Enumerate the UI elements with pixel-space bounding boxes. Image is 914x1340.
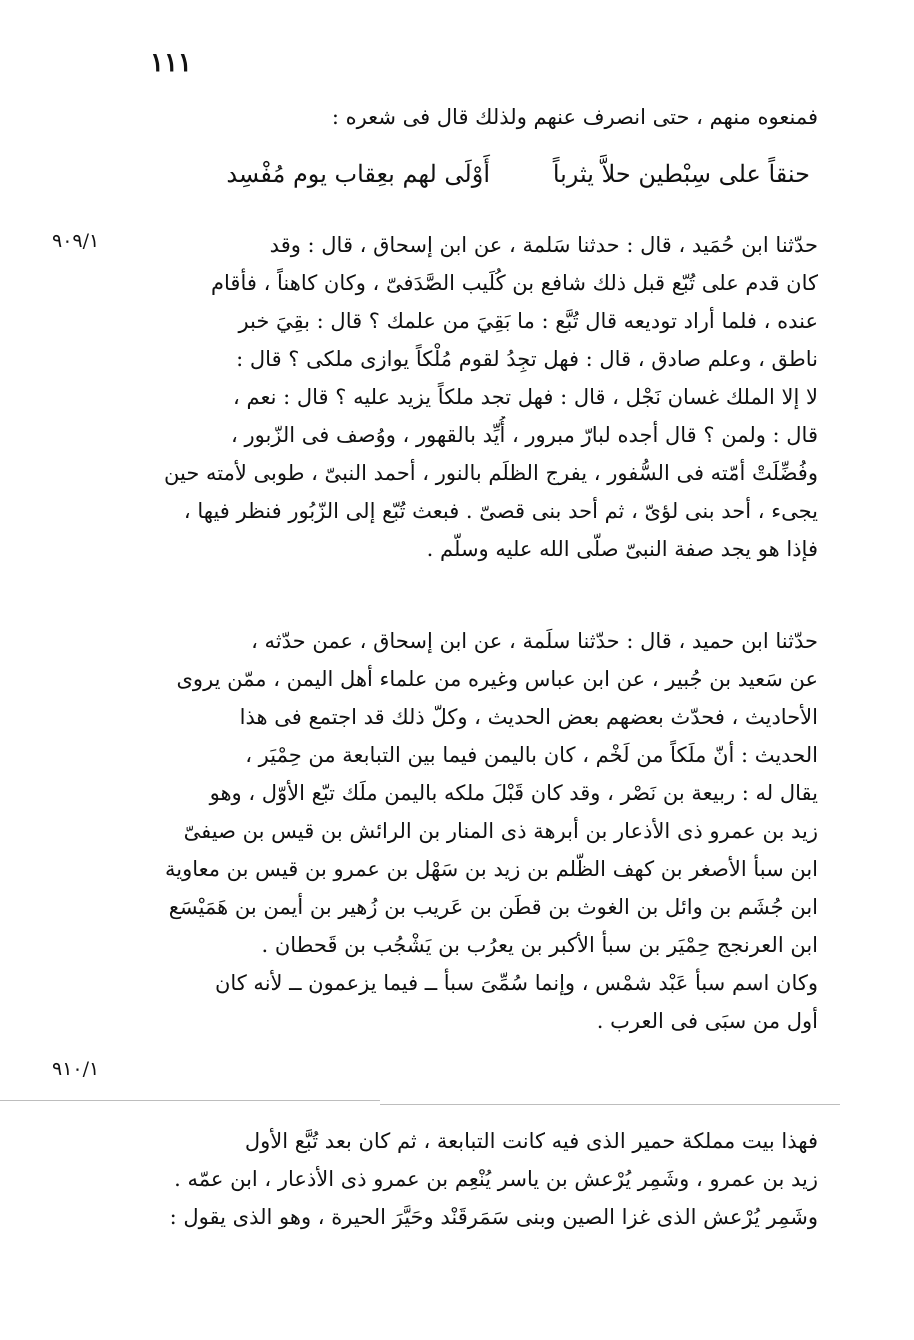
text-line: قال : ولمن ؟ قال أجده لبارّ مبرور ، أُيِّد بالقهور ، ووُصف فى الزّبور ، xyxy=(231,423,818,447)
page-number: ١١١ xyxy=(150,48,192,78)
scan-divider xyxy=(0,1100,380,1101)
paragraph xyxy=(150,226,818,568)
text-line: كان قدم على تُبّع قبل ذلك شافع بن كُلَيب الصَّدَفىّ ، وكان كاهناً ، فأقام xyxy=(211,271,818,295)
margin-reference: ٩١٠/١ xyxy=(52,1058,100,1080)
text-line: الأحاديث ، فحدّث بعضهم بعض الحديث ، وكلّ ذلك قد اجتمع فى هذا xyxy=(239,705,818,729)
text-line: عن سَعيد بن جُبير ، عن ابن عباس وغيره من علماء أهل اليمن ، ممّن يروى xyxy=(176,667,818,691)
text-line: وفُضِّلَتْ أمّته فى السُّفور ، يفرج الظلَم بالنور ، أحمد النبىّ ، طوبى لأمته حين xyxy=(164,461,818,485)
text-line: يقال له : ربيعة بن نَصْر ، وقد كان قَبْلَ ملكه باليمن ملَك تبّع الأوّل ، وهو xyxy=(209,781,818,805)
margin-reference: ٩٠٩/١ xyxy=(52,230,100,252)
intro-line xyxy=(150,98,818,136)
text-line: فهذا بيت مملكة حمير الذى فيه كانت التبابعة ، ثم كان بعد تُبَّع الأول xyxy=(244,1129,818,1153)
text-line: وشَمِر يُرْعش الذى غزا الصين وبنى سَمَرقَنْد وحَيَّرَ الحيرة ، وهو الذى يقول : xyxy=(169,1205,818,1229)
text-line: يجىء ، أحد بنى لؤىّ ، ثم أحد بنى قصىّ . فبعث تُبّع إلى الزّبُور فنظر فيها ، xyxy=(183,499,818,523)
scan-divider xyxy=(380,1104,840,1105)
text-line: ناطق ، وعلم صادق ، قال : فهل تجِدُ لقوم مُلْكاً يوازى ملكى ؟ قال : xyxy=(236,347,818,371)
verse-second-hemistich: أَوْلَى لهم بعِقاب يوم مُفْسِد xyxy=(226,160,490,188)
paragraph xyxy=(150,1122,818,1236)
text-line: ابن جُشَم بن وائل بن الغوث بن قطَن بن عَريب بن زُهير بن أيمن بن هَمَيْسَع xyxy=(168,895,818,919)
text-line: زيد بن عمرو ذى الأذعار بن أبرهة ذى المنار بن الرائش بن قيس بن صيفىّ xyxy=(183,819,818,843)
text-line: فمنعوه منهم ، حتى انصرف عنهم ولذلك قال فى شعره : xyxy=(331,105,818,129)
text-line: لا إلا الملك غسان نَجْل ، قال : فهل تجد ملكاً يزيد عليه ؟ قال : نعم ، xyxy=(233,385,818,409)
text-line: فإذا هو يجد صفة النبىّ صلّى الله عليه وسلّم . xyxy=(426,537,818,561)
text-line: ابن العرنجج حِمْيَر بن سبأ الأكبر بن يعرُب بن يَشْجُب بن قَحطان . xyxy=(261,933,818,957)
text-line: زيد بن عمرو ، وشَمِر يُرْعش بن ياسر يُنْعِم بن عمرو ذى الأذعار ، ابن عمّه . xyxy=(174,1167,818,1191)
text-line: أول من سبَى فى العرب . xyxy=(596,1009,818,1033)
text-line: حدّثنا ابن حميد ، قال : حدّثنا سلَمة ، عن ابن إسحاق ، عمن حدّثه ، xyxy=(251,629,818,653)
text-line: وكان اسم سبأ عَبْد شمْس ، وإنما سُمِّىَ سبأ ــ فيما يزعمون ــ لأنه كان xyxy=(214,971,818,995)
text-line: حدّثنا ابن حُمَيد ، قال : حدثنا سَلمة ، عن ابن إسحاق ، قال : وقد xyxy=(269,233,818,257)
poetry-verse xyxy=(200,152,810,196)
paragraph xyxy=(150,622,818,1040)
text-line: عنده ، فلما أراد توديعه قال تُبَّع : ما بَقِيَ من علمك ؟ قال : بقِيَ خبر xyxy=(238,309,818,333)
text-line: الحديث : أنّ ملَكاً من لَخْم ، كان باليمن فيما بين التبابعة من حِمْيَر ، xyxy=(245,743,818,767)
text-line: ابن سبأ الأصغر بن كهف الظّلم بن زيد بن سَهْل بن عمرو بن قيس بن معاوية xyxy=(164,857,818,881)
verse-first-hemistich: حنقاً على سِبْطين حلاَّ يثرباً xyxy=(552,160,810,188)
